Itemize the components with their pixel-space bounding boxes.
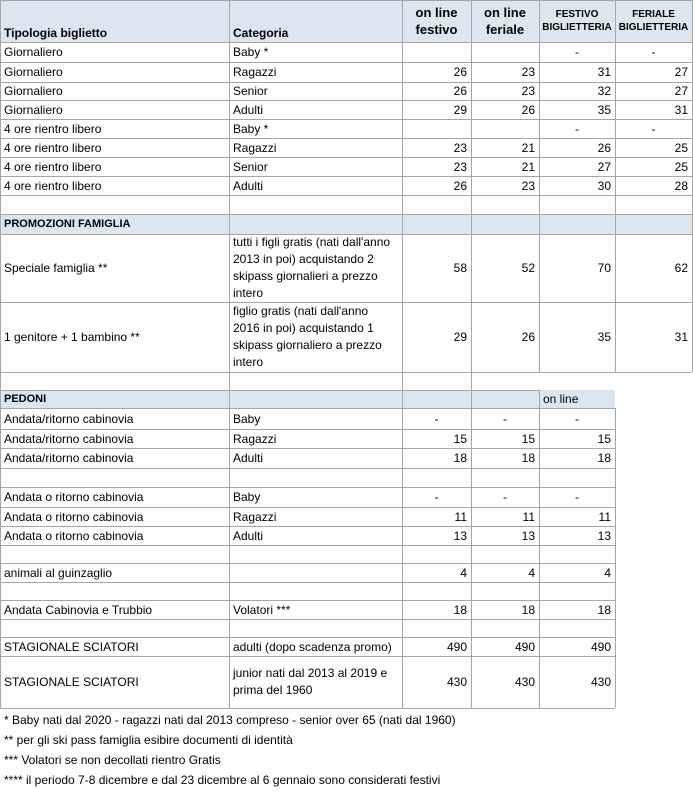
pedoni-price: - xyxy=(503,411,507,426)
pedoni-type: Andata/ritorno cabinovia xyxy=(4,411,134,426)
grid-line xyxy=(0,487,615,488)
price-online-festivo: 26 xyxy=(453,178,467,193)
pedoni-price: 15 xyxy=(521,431,535,446)
pedoni-price: 4 xyxy=(460,565,467,580)
pedoni-price: 18 xyxy=(453,451,467,465)
price-feriale-biglietteria: 28 xyxy=(674,178,688,193)
pedoni-price: 490 xyxy=(590,639,611,654)
pedoni-price: 430 xyxy=(446,675,467,689)
pedoni-type: animali al guinzaglio xyxy=(4,565,113,580)
price-online-festivo: 29 xyxy=(453,102,467,117)
ticket-type: 4 ore rientro libero xyxy=(4,159,102,174)
pedoni-type: Andata/ritorno cabinovia xyxy=(4,451,134,465)
price-online-festivo xyxy=(402,119,471,138)
price-festivo-biglietteria: 32 xyxy=(597,84,611,98)
price-feriale-biglietteria: - xyxy=(651,45,656,59)
pedoni-price: 18 xyxy=(521,451,535,465)
header-tipologia: Tipologia biglietto xyxy=(4,26,108,40)
price-online-feriale: 26 xyxy=(521,330,535,344)
grid-line xyxy=(0,563,615,564)
price-feriale-biglietteria: 27 xyxy=(674,84,688,98)
grid-line xyxy=(402,0,403,372)
grid-line xyxy=(615,0,616,372)
grid-line xyxy=(0,0,692,1)
grid-line xyxy=(229,0,230,372)
pedoni-price: 490 xyxy=(514,639,535,654)
grid-line xyxy=(0,119,692,120)
section-title-promozioni: PROMOZIONI FAMIGLIA xyxy=(4,218,131,230)
pedoni-price: 15 xyxy=(597,431,611,446)
price-online-festivo: 23 xyxy=(453,140,467,155)
pedoni-price: - xyxy=(575,411,579,426)
grid-line xyxy=(0,526,615,527)
pedoni-price: 18 xyxy=(521,602,535,617)
footnote: ** per gli ski pass famiglia esibire documenti di identità xyxy=(4,733,293,747)
pedoni-category: Volatori *** xyxy=(233,602,291,617)
price-online-festivo: 29 xyxy=(453,330,467,344)
pedoni-price: 11 xyxy=(598,509,611,524)
price-festivo-biglietteria: 30 xyxy=(597,178,611,193)
pedoni-category: Ragazzi xyxy=(233,431,277,446)
price-festivo-biglietteria: 26 xyxy=(597,140,611,155)
ticket-type: Giornaliero xyxy=(4,84,63,98)
pedoni-type: Andata o ritorno cabinovia xyxy=(4,509,144,524)
price-online-festivo: 23 xyxy=(453,159,467,174)
price-online-festivo xyxy=(402,42,471,62)
pedoni-category: Ragazzi xyxy=(233,509,277,524)
grid-line xyxy=(0,372,1,708)
price-festivo-biglietteria: - xyxy=(575,121,579,136)
grid-line xyxy=(0,176,692,177)
pedoni-type: Andata Cabinovia e Trubbio xyxy=(4,602,153,617)
pedoni-price: 13 xyxy=(597,528,611,543)
grid-line xyxy=(0,619,615,620)
header-feriale-biglietteria: FERIALE BIGLIETTERIA xyxy=(618,9,689,33)
price-festivo-biglietteria: 70 xyxy=(597,261,611,275)
grid-line xyxy=(0,234,692,235)
grid-line xyxy=(0,656,615,657)
header-online-feriale: on line feriale xyxy=(484,5,526,37)
price-feriale-biglietteria: 31 xyxy=(674,330,688,344)
pedoni-price: - xyxy=(434,411,439,426)
price-feriale-biglietteria: 27 xyxy=(674,65,688,79)
ticket-category: Ragazzi xyxy=(233,140,277,155)
ticket-type: 4 ore rientro libero xyxy=(4,121,102,136)
grid-line xyxy=(229,372,230,708)
price-online-feriale xyxy=(471,42,539,62)
grid-line xyxy=(0,708,615,709)
grid-line xyxy=(0,390,539,391)
grid-line xyxy=(471,0,472,372)
price-festivo-biglietteria: 35 xyxy=(597,330,611,344)
pedoni-price: - xyxy=(575,490,579,504)
pedoni-type: Andata o ritorno cabinovia xyxy=(4,490,144,504)
pedoni-category: junior nati dal 2013 al 2019 e prima del 1960 xyxy=(233,666,388,697)
grid-line xyxy=(0,195,692,196)
price-festivo-biglietteria: - xyxy=(575,45,579,59)
price-festivo-biglietteria: 31 xyxy=(597,65,611,79)
price-online-feriale: 23 xyxy=(521,178,535,193)
grid-line xyxy=(0,302,692,303)
ticket-category: Senior xyxy=(233,159,268,174)
pedoni-price: 15 xyxy=(453,431,467,446)
grid-line xyxy=(0,468,615,469)
pedoni-category: Baby xyxy=(233,490,261,504)
pedoni-price: 11 xyxy=(454,509,467,524)
ticket-type: Giornaliero xyxy=(4,65,63,79)
section-title-pedoni: PEDONI xyxy=(4,393,47,405)
grid-line xyxy=(0,0,1,372)
pedoni-type: STAGIONALE SCIATORI xyxy=(4,675,139,689)
grid-line xyxy=(0,82,692,83)
price-online-feriale: 21 xyxy=(521,159,535,174)
pedoni-price: 4 xyxy=(604,565,611,580)
grid-line xyxy=(615,408,616,708)
price-feriale-biglietteria: - xyxy=(651,121,656,136)
promo-description: tutti i figli gratis (nati dall'anno 2013 in poi) acquistando 2 skipass giornalieri a prezzo intero xyxy=(233,235,391,300)
grid-line xyxy=(0,429,615,430)
pedoni-price: 430 xyxy=(590,675,611,689)
ticket-type: Giornaliero xyxy=(4,102,63,117)
grid-line xyxy=(0,100,692,101)
price-feriale-biglietteria: 25 xyxy=(674,140,688,155)
ticket-type: 4 ore rientro libero xyxy=(4,140,102,155)
price-festivo-biglietteria: 35 xyxy=(597,102,611,117)
ticket-category: Baby * xyxy=(233,45,269,59)
pedoni-category: Baby xyxy=(233,411,261,426)
pedoni-type: STAGIONALE SCIATORI xyxy=(4,639,139,654)
grid-line xyxy=(0,582,615,583)
pedoni-price: - xyxy=(434,490,439,504)
pedoni-price: 18 xyxy=(453,602,467,617)
grid-line xyxy=(0,600,615,601)
pedoni-type: Andata o ritorno cabinovia xyxy=(4,528,144,543)
price-online-feriale: 23 xyxy=(521,65,535,79)
ticket-category: Adulti xyxy=(233,102,264,117)
pedoni-price: - xyxy=(503,490,507,504)
price-online-feriale: 26 xyxy=(521,102,535,117)
pedoni-category: Adulti xyxy=(233,528,264,543)
ticket-type: 4 ore rientro libero xyxy=(4,178,102,193)
grid-line xyxy=(0,138,692,139)
footnote: *** Volatori se non decollati rientro Gratis xyxy=(4,753,221,767)
pedoni-type: Andata/ritorno cabinovia xyxy=(4,431,134,446)
grid-line xyxy=(0,637,615,638)
header-online-festivo: on line festivo xyxy=(415,5,458,37)
price-online-festivo: 58 xyxy=(453,261,467,275)
grid-line xyxy=(0,42,692,43)
pedoni-price: 11 xyxy=(522,509,535,524)
ticket-category: Ragazzi xyxy=(233,65,277,79)
grid-line xyxy=(0,157,692,158)
pedoni-category: adulti (dopo scadenza promo) xyxy=(233,639,392,654)
header-categoria: Categoria xyxy=(233,26,289,40)
price-online-festivo: 26 xyxy=(453,84,467,98)
grid-line xyxy=(539,390,540,708)
promo-type: Speciale famiglia ** xyxy=(4,261,108,275)
price-festivo-biglietteria: 27 xyxy=(597,159,611,174)
ticket-category: Baby * xyxy=(233,121,269,136)
price-online-feriale: 52 xyxy=(521,261,535,275)
grid-line xyxy=(0,507,615,508)
ticket-type: Giornaliero xyxy=(4,45,63,59)
price-feriale-biglietteria: 25 xyxy=(674,159,688,174)
price-online-festivo: 26 xyxy=(453,65,467,79)
price-feriale-biglietteria: 31 xyxy=(674,102,688,117)
footnote: **** il periodo 7-8 dicembre e dal 23 dicembre al 6 gennaio sono considerati festivi xyxy=(4,773,441,787)
promo-type: 1 genitore + 1 bambino ** xyxy=(4,330,140,344)
pedoni-price: 18 xyxy=(597,451,611,465)
grid-line xyxy=(0,448,615,449)
header-festivo-biglietteria: FESTIVO BIGLIETTERIA xyxy=(542,9,612,33)
pedoni-price: 13 xyxy=(453,528,467,543)
grid-line xyxy=(402,372,403,708)
price-online-feriale: 21 xyxy=(521,140,535,155)
pedoni-price: 430 xyxy=(514,675,535,689)
price-online-feriale: 23 xyxy=(521,84,535,98)
ticket-category: Senior xyxy=(233,84,268,98)
grid-line xyxy=(0,372,692,373)
ticket-category: Adulti xyxy=(233,178,264,193)
promo-description: figlio gratis (nati dall'anno 2016 in poi) acquistando 1 skipass giornaliero a prezzo intero xyxy=(233,304,382,369)
grid-line xyxy=(539,0,540,372)
footnote: * Baby nati dal 2020 - ragazzi nati dal 2013 compreso - senior over 65 (nati dal 1960) xyxy=(4,713,456,727)
grid-line xyxy=(0,214,692,215)
grid-line xyxy=(0,62,692,63)
pedoni-price: 18 xyxy=(597,602,611,617)
grid-line xyxy=(0,545,615,546)
grid-line xyxy=(0,408,615,409)
price-online-feriale xyxy=(471,119,539,138)
pedoni-price: 4 xyxy=(528,565,535,580)
pedoni-online-label: on line xyxy=(543,392,579,406)
pedoni-category: Adulti xyxy=(233,451,264,465)
pedoni-category xyxy=(229,563,402,582)
price-feriale-biglietteria: 62 xyxy=(674,261,688,275)
pedoni-price: 13 xyxy=(521,528,535,543)
grid-line xyxy=(471,372,472,708)
pedoni-price: 490 xyxy=(446,639,467,654)
